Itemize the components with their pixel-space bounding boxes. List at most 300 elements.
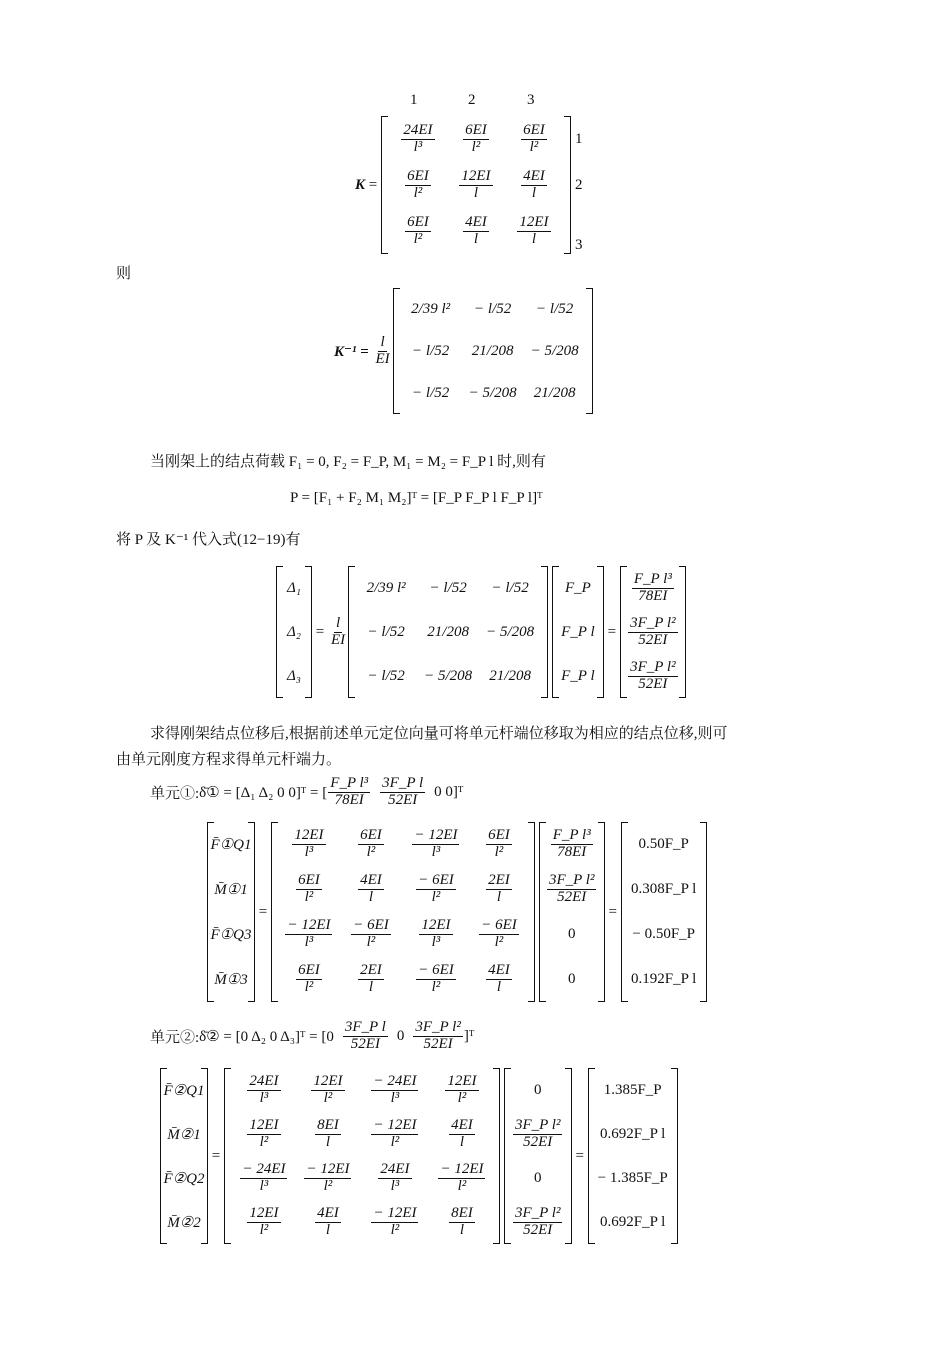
- delta-factor-den: EI: [330, 631, 346, 648]
- e2k-frac-0-3-den: l²: [457, 1089, 467, 1106]
- kmat-frac-2-0-num: 6EI: [407, 213, 429, 230]
- e1k-cell-2-2: [402, 912, 470, 957]
- pcol-cell-2: [559, 654, 597, 698]
- e2k-frac-0-2-den: l³: [390, 1089, 400, 1106]
- e2k-frac-3-2: [371, 1206, 418, 1239]
- e1k-frac-3-3-num: 4EI: [488, 962, 510, 979]
- elem1-dv2-den: 52EI: [388, 791, 418, 808]
- e1k-frac-2-0-num: − 12EI: [287, 917, 331, 934]
- elem2-force-vector: [160, 1068, 208, 1244]
- e1k-cell-0-1: [340, 822, 402, 867]
- e2k-frac-1-2-den: l²: [390, 1133, 400, 1150]
- e2k-frac-2-1-den: l²: [323, 1177, 333, 1194]
- kmat-cell-0-1: [448, 116, 504, 162]
- e2k-cell-1-2: [359, 1112, 431, 1156]
- col-header-2: 2: [468, 92, 476, 108]
- col-header-1: 1: [410, 92, 418, 108]
- e1k-cell-3-2: [402, 957, 470, 1002]
- e2k-cell-1-3: [431, 1112, 493, 1156]
- e1k-frac-2-1-den: l²: [366, 934, 376, 950]
- kmat-frac-0-2: [521, 123, 547, 156]
- e2k-frac-0-1: [311, 1074, 344, 1107]
- kinvmat-val-2-2: 21/208: [533, 384, 576, 401]
- kinv-factor-num: l: [380, 333, 385, 350]
- e1f-val-1: M̄①1: [214, 882, 248, 898]
- kinv-matrix: [393, 288, 593, 414]
- e1d-frac-1: [547, 873, 596, 906]
- e1d-frac-0-num: F_P l³: [552, 827, 591, 844]
- e2d-cell-1: [511, 1112, 565, 1156]
- e2k-frac-1-3-den: l: [459, 1133, 465, 1150]
- e1k-frac-2-2-den: l³: [431, 934, 441, 950]
- e1k-cell-2-1: [340, 912, 402, 957]
- kinvmat2-val-2-0: − l/52: [367, 667, 405, 684]
- elem2-dv1-den: 52EI: [350, 1035, 380, 1052]
- kmat-cell-2-2: [504, 208, 564, 254]
- kmat-frac-1-0-num: 6EI: [407, 167, 429, 184]
- e2k-frac-0-2-num: − 24EI: [373, 1072, 417, 1089]
- e2f-val-3: M̄②2: [167, 1214, 201, 1231]
- elem2-equation: F̄②Q1 M̄②1 F̄②Q2 M̄②2 = $\frac{24EI}{\text{l³}}$ $\frac{12EI}{\text{l²}}$ $\frac{- 24EI}{\text{l³}}$ $\frac{12EI}{\text{l²}}$ $\frac{12EI}{\text{l²}}$ $\frac{8EI}{l}$ $\frac{- 12EI}{\text{l²}}$ $\frac{4EI}{l}$ $\frac{- 24EI}{\text{l³}}$ $\frac{- 12EI}{\text{l²}}$ $\frac{24EI}{\text{l³}}$ $\frac{- 12EI}{\text{l²}}$ $\frac{12EI}{\text{l²}}$ $\frac{4EI}{l}$ $\frac{- 12EI}{\text{l²}}$ $\frac{8EI}{l}$ 0 $\frac{\text{3F\_P l²}}{52EI}$ 0 $\frac{\text{3F\_P l²}}{52EI}$ = 1.385F_P 0.692F_P l − 1.385F_P 0.692F_P l: [160, 1068, 678, 1244]
- e2k-frac-1-2-num: − 12EI: [373, 1116, 417, 1133]
- e2r-val-0: 1.385F_P: [603, 1081, 662, 1098]
- elem2-delta-mid: 0: [396, 1027, 405, 1044]
- delta-factor-num: l: [335, 614, 341, 631]
- e1k-frac-3-0: [296, 963, 322, 996]
- kmat-frac-1-1-num: 12EI: [461, 167, 491, 184]
- kinvmat-val-0-2: − l/52: [536, 300, 574, 317]
- e2k-frac-0-3: [445, 1074, 478, 1107]
- e1k-frac-0-0-den: l³: [304, 844, 314, 860]
- dres-frac-2-num: 3F_P l²: [630, 658, 676, 675]
- elem2-dv2-den: 52EI: [423, 1035, 453, 1052]
- delta-result: [620, 566, 686, 698]
- kinvmat2-val-2-2: 21/208: [489, 667, 531, 684]
- e1k-cell-0-3: [470, 822, 528, 867]
- kinvmat-val-2-1: − 5/208: [468, 384, 517, 401]
- e2k-frac-1-3: [449, 1118, 475, 1151]
- kinvmat2-cell-0-0: [355, 566, 417, 610]
- dvec-val-1: Δ₂: [286, 623, 302, 640]
- elem1-stiffness-matrix: [271, 822, 535, 1002]
- kmat-cell-0-2: [504, 116, 564, 162]
- elem1-dv1-den: 78EI: [334, 791, 364, 808]
- kinvmat2-val-1-2: − 5/208: [486, 623, 535, 640]
- e1k-frac-0-3: [486, 828, 512, 861]
- elem2-dv2-num: 3F_P l²: [415, 1019, 461, 1035]
- e2k-cell-0-1: [297, 1068, 359, 1112]
- kmat-frac-2-0-den: l²: [413, 230, 423, 247]
- kmat-frac-0-0: [401, 123, 434, 156]
- e2k-frac-2-0: [240, 1162, 287, 1195]
- e2k-frac-0-1-num: 12EI: [313, 1072, 343, 1089]
- kinvmat-val-1-1: 21/208: [471, 342, 514, 359]
- kinvmat-cell-2-0: [400, 372, 462, 414]
- e2k-frac-0-2: [371, 1074, 418, 1107]
- e2d-frac-3-den: 52EI: [523, 1221, 553, 1238]
- elem2-stiffness-matrix: [224, 1068, 500, 1244]
- kinv-prefix: K⁻¹ =: [334, 343, 369, 360]
- e1d-frac-0-den: 78EI: [557, 844, 587, 860]
- e1k-frac-3-0-den: l²: [304, 979, 314, 995]
- e1k-frac-3-0-num: 6EI: [298, 962, 320, 979]
- kmat-frac-1-0: [405, 169, 431, 202]
- kinvmat2-val-1-1: 21/208: [427, 623, 469, 640]
- kmat-cell-2-1: [448, 208, 504, 254]
- e2k-frac-1-1-den: l: [325, 1133, 331, 1150]
- e1k-cell-1-2: [402, 867, 470, 912]
- dvec-val-2: Δ₃: [286, 667, 302, 684]
- e2k-frac-0-3-num: 12EI: [447, 1072, 477, 1089]
- e2d-cell-2: [511, 1156, 565, 1200]
- e2k-cell-1-0: [231, 1112, 297, 1156]
- e1f-val-2: F̄①Q3: [210, 927, 252, 943]
- kinvmat2-val-2-1: − 5/208: [424, 667, 473, 684]
- kinvmat-val-2-0: − l/52: [412, 384, 450, 401]
- elem1-dv2-num: 3F_P l: [382, 775, 424, 791]
- e1k-frac-1-1: [358, 873, 384, 906]
- e1d-frac-0: [551, 828, 593, 861]
- e1k-frac-1-2: [416, 873, 456, 906]
- e1r-cell-0: [628, 822, 700, 867]
- e1k-frac-1-1-den: l: [368, 889, 374, 905]
- kinvmat-cell-2-2: [524, 372, 586, 414]
- kmat-frac-0-0-den: l³: [413, 138, 423, 155]
- kmat-frac-1-1: [459, 169, 492, 202]
- elem2-label: 单元②:: [150, 1029, 200, 1046]
- e1k-cell-0-2: [402, 822, 470, 867]
- e1r-val-3: 0.192F_P l: [631, 971, 697, 987]
- pcol-val-0: F_P: [564, 579, 591, 596]
- kmat-frac-0-1-num: 6EI: [465, 121, 487, 138]
- e1k-frac-0-2: [412, 828, 459, 861]
- kinvmat2-cell-0-1: [417, 566, 479, 610]
- e1k-frac-2-2-num: 12EI: [421, 917, 451, 934]
- delta-vector: [276, 566, 312, 698]
- e1d-cell-3: [546, 957, 598, 1002]
- kinvmat-val-1-2: − 5/208: [530, 342, 579, 359]
- e2r-val-1: 0.692F_P l: [600, 1125, 666, 1142]
- e2k-frac-2-0-den: l³: [259, 1177, 269, 1194]
- k-equation: K = $\frac{24EI}{\text{l³}}$ $\frac{6EI}{\text{l²}}$ $\frac{6EI}{\text{l²}}$ $\frac{6EI}{\text{l²}}$ $\frac{12EI}{l}$ $\frac{4EI}{l}$ $\frac{6EI}{\text{l²}}$ $\frac{4EI}{l}$ $\frac{12EI}{l}$ 1 2 3: [355, 116, 582, 254]
- kinvmat2-cell-1-0: [355, 610, 417, 654]
- e2r-cell-2: [595, 1156, 671, 1200]
- e1r-val-1: 0.308F_P l: [631, 881, 697, 897]
- e1k-frac-1-0: [296, 873, 322, 906]
- e2d-val-2: 0: [533, 1169, 542, 1186]
- dvec-cell-1: [283, 610, 305, 654]
- dres-frac-0-den: 78EI: [638, 587, 668, 604]
- e1k-frac-1-2-num: − 6EI: [418, 872, 454, 889]
- e1f-cell-0: [210, 822, 252, 867]
- kinvmat2-cell-1-1: [417, 610, 479, 654]
- e2k-cell-0-0: [231, 1068, 297, 1112]
- e1d-frac-1-num: 3F_P l²: [548, 872, 595, 889]
- e2k-frac-1-3-num: 4EI: [451, 1116, 473, 1133]
- row-label-1: 1: [574, 130, 583, 147]
- e2k-cell-2-0: [231, 1156, 297, 1200]
- e1f-cell-3: [214, 957, 248, 1002]
- delta-factor: [329, 616, 347, 649]
- kmat-frac-1-2-num: 4EI: [523, 167, 545, 184]
- e2k-frac-3-3-num: 8EI: [451, 1204, 473, 1221]
- elem1-delta-tail: 0 0]ᵀ: [434, 783, 464, 800]
- e2k-cell-3-0: [231, 1200, 297, 1244]
- kmat-cell-1-1: [448, 162, 504, 208]
- e1k-frac-1-3-den: l: [496, 889, 502, 905]
- e2k-frac-1-1: [315, 1118, 341, 1151]
- e2k-frac-2-1: [304, 1162, 351, 1195]
- e1k-frac-2-1: [351, 918, 391, 951]
- e2r-val-3: 0.692F_P l: [600, 1213, 666, 1230]
- e2f-val-2: F̄②Q2: [163, 1170, 205, 1187]
- e1d-cell-0: [546, 822, 598, 867]
- pcol-cell-1: [559, 610, 597, 654]
- e2k-frac-1-0-num: 12EI: [249, 1116, 279, 1133]
- elem1-force-vector: [207, 822, 255, 1002]
- e1k-cell-3-0: [278, 957, 340, 1002]
- e2k-frac-3-1-den: l: [325, 1221, 331, 1238]
- e1k-frac-2-2: [419, 918, 452, 951]
- e1k-frac-3-2: [416, 963, 456, 996]
- elem2-delta-val-2: [413, 1020, 462, 1053]
- e2k-frac-3-1: [315, 1206, 341, 1239]
- e1k-frac-1-3-num: 2EI: [488, 872, 510, 889]
- e1k-frac-2-3: [479, 918, 519, 951]
- elem1-delta-val-1: [328, 776, 370, 809]
- k-symbol: K: [355, 176, 366, 193]
- dres-cell-0: [627, 566, 679, 610]
- e1k-cell-3-1: [340, 957, 402, 1002]
- e2k-frac-0-0: [247, 1074, 280, 1107]
- e1k-frac-2-3-den: l²: [494, 934, 504, 950]
- p-column: [552, 566, 604, 698]
- e1k-frac-0-0-num: 12EI: [294, 827, 324, 844]
- dvec-val-0: Δ₁: [286, 579, 302, 596]
- e2k-frac-2-0-num: − 24EI: [242, 1160, 286, 1177]
- kmat-frac-0-1-den: l²: [471, 138, 481, 155]
- dres-frac-1: [628, 616, 677, 649]
- e2k-frac-3-2-num: − 12EI: [373, 1204, 417, 1221]
- e2k-frac-1-0: [247, 1118, 280, 1151]
- kmat-frac-0-2-den: l²: [529, 138, 539, 155]
- elem1-delta: δ̄① = [Δ₁ Δ₂ 0 0]ᵀ = [: [199, 784, 328, 801]
- e2d-val-0: 0: [533, 1081, 542, 1098]
- e1r-val-0: 0.50F_P: [638, 836, 689, 852]
- kinvmat-val-0-1: − l/52: [474, 300, 512, 317]
- e1k-frac-3-2-den: l²: [431, 979, 441, 995]
- e1k-cell-1-0: [278, 867, 340, 912]
- kinvmat2-cell-1-2: [479, 610, 541, 654]
- e2k-frac-1-1-num: 8EI: [317, 1116, 339, 1133]
- e1k-frac-0-3-den: l²: [494, 844, 504, 860]
- kinvmat-cell-1-2: [524, 330, 586, 372]
- kinvmat2-val-1-0: − l/52: [367, 623, 405, 640]
- k-row-labels: [575, 116, 583, 254]
- e2r-val-2: − 1.385F_P: [597, 1169, 668, 1186]
- e2k-frac-3-0: [247, 1206, 280, 1239]
- col-header-3: 3: [527, 92, 535, 108]
- e2k-frac-0-1-den: l²: [323, 1089, 333, 1106]
- e2k-frac-3-0-num: 12EI: [249, 1204, 279, 1221]
- e2d-cell-3: [511, 1200, 565, 1244]
- kmat-frac-1-1-den: l: [473, 184, 479, 201]
- e2k-frac-0-0-den: l³: [259, 1089, 269, 1106]
- kinvmat-cell-0-0: [400, 288, 462, 330]
- e2k-cell-2-2: [359, 1156, 431, 1200]
- dres-frac-0-num: F_P l³: [633, 570, 672, 587]
- e1k-frac-1-3: [486, 873, 512, 906]
- e1k-cell-1-1: [340, 867, 402, 912]
- e1d-cell-2: [546, 912, 598, 957]
- e2f-cell-3: [167, 1200, 201, 1244]
- dres-cell-1: [627, 610, 679, 654]
- e2f-cell-0: [163, 1068, 205, 1112]
- kinvmat2-val-0-1: − l/52: [429, 579, 467, 596]
- e2f-cell-2: [163, 1156, 205, 1200]
- e2d-frac-3: [513, 1206, 562, 1239]
- e2k-cell-3-2: [359, 1200, 431, 1244]
- e2f-cell-1: [167, 1112, 201, 1156]
- e1k-frac-3-3-den: l: [496, 979, 502, 995]
- e2d-frac-1-num: 3F_P l²: [514, 1116, 561, 1133]
- e1k-frac-0-1: [358, 828, 384, 861]
- e2d-frac-3-num: 3F_P l²: [514, 1204, 561, 1221]
- dvec-cell-0: [283, 566, 305, 610]
- dres-cell-2: [627, 654, 679, 698]
- e2k-frac-0-0-num: 24EI: [249, 1072, 279, 1089]
- kmat-cell-0-0: [388, 116, 448, 162]
- e2k-cell-2-1: [297, 1156, 359, 1200]
- e1k-frac-3-3: [486, 963, 512, 996]
- kmat-frac-0-0-num: 24EI: [403, 121, 433, 138]
- k-matrix: [381, 116, 571, 254]
- elem1-dv1-num: F_P l³: [330, 775, 369, 791]
- row-label-2: 2: [574, 176, 583, 193]
- dvec-cell-2: [283, 654, 305, 698]
- e2f-val-0: F̄②Q1: [163, 1082, 205, 1099]
- e2f-val-1: M̄②1: [167, 1126, 201, 1143]
- e2k-cell-3-1: [297, 1200, 359, 1244]
- e1k-frac-3-1-num: 2EI: [360, 962, 382, 979]
- elem1-result: [621, 822, 707, 1002]
- e1k-cell-0-0: [278, 822, 340, 867]
- e2k-frac-3-1-num: 4EI: [317, 1204, 339, 1221]
- kmat-frac-2-1-den: l: [473, 230, 479, 247]
- elem1-displacement: [539, 822, 605, 1002]
- e1k-frac-2-3-num: − 6EI: [481, 917, 517, 934]
- kmat-frac-2-1: [463, 215, 489, 248]
- e2k-frac-1-0-den: l²: [259, 1133, 269, 1150]
- e1k-frac-0-0: [292, 828, 325, 861]
- e2d-frac-1: [513, 1118, 562, 1151]
- elem2-dv1-num: 3F_P l: [344, 1019, 386, 1035]
- e1d-cell-1: [546, 867, 598, 912]
- elem2-delta-val-1: [343, 1020, 388, 1053]
- row-label-3: 3: [574, 237, 583, 253]
- kinvmat-cell-0-2: [524, 288, 586, 330]
- e1k-frac-0-2-num: − 12EI: [414, 827, 458, 844]
- e2r-cell-0: [595, 1068, 671, 1112]
- e1k-cell-3-3: [470, 957, 528, 1002]
- kmat-frac-0-1: [463, 123, 489, 156]
- e2d-cell-0: [511, 1068, 565, 1112]
- e2k-frac-3-3-den: l: [459, 1221, 465, 1238]
- e1k-frac-1-0-den: l²: [304, 889, 314, 905]
- e2k-frac-1-2: [371, 1118, 418, 1151]
- pcol-val-1: F_P l: [561, 623, 595, 640]
- e1k-cell-1-3: [470, 867, 528, 912]
- kinvmat-cell-2-1: [462, 372, 524, 414]
- kinvmat-cell-1-0: [400, 330, 462, 372]
- e1k-frac-0-2-den: l³: [431, 844, 441, 860]
- elem1-label: 单元①:: [150, 785, 200, 802]
- e2k-frac-2-3-den: l²: [457, 1177, 467, 1194]
- e1k-cell-2-3: [470, 912, 528, 957]
- kinv-matrix-2: [348, 566, 548, 698]
- kinvmat2-val-0-0: 2/39 l²: [366, 579, 406, 596]
- e2k-frac-3-2-den: l²: [390, 1221, 400, 1238]
- elem2-displacement: [504, 1068, 572, 1244]
- elem2-delta-line: [150, 1020, 474, 1053]
- e2k-cell-1-1: [297, 1112, 359, 1156]
- e1k-frac-2-0: [285, 918, 332, 951]
- e2r-cell-1: [595, 1112, 671, 1156]
- kmat-frac-2-1-num: 4EI: [465, 213, 487, 230]
- e1f-cell-1: [214, 867, 248, 912]
- kmat-frac-1-2-den: l: [531, 184, 537, 201]
- e1d-val-2: 0: [567, 926, 576, 942]
- e1d-val-3: 0: [567, 971, 576, 987]
- substitute-sentence: 将 P 及 K⁻¹ 代入式(12−19)有: [116, 532, 301, 548]
- e2k-frac-2-2-den: l³: [390, 1177, 400, 1194]
- dres-frac-0: [632, 572, 674, 605]
- e2k-cell-3-3: [431, 1200, 493, 1244]
- kinv-equation: [334, 288, 593, 414]
- e1k-frac-3-1: [358, 963, 384, 996]
- dres-frac-1-den: 52EI: [638, 631, 668, 648]
- kinvmat2-cell-0-2: [479, 566, 541, 610]
- e2k-frac-2-2: [378, 1162, 411, 1195]
- e1k-frac-0-1-den: l²: [366, 844, 376, 860]
- kinvmat-cell-1-1: [462, 330, 524, 372]
- p-vector: P = [F₁ + F₂ M₁ M₂]ᵀ = [F_P F_P l F_P l]ᵀ: [290, 490, 543, 506]
- kinvmat-val-1-0: − l/52: [412, 342, 450, 359]
- e2k-frac-2-2-num: 24EI: [380, 1160, 410, 1177]
- e2k-cell-0-3: [431, 1068, 493, 1112]
- e2k-cell-0-2: [359, 1068, 431, 1112]
- para-line-1: 求得刚架结点位移后,根据前述单元定位向量可将单元杆端位移取为相应的结点位移,则可: [150, 726, 728, 742]
- kmat-cell-1-0: [388, 162, 448, 208]
- kinvmat2-val-0-2: − l/52: [491, 579, 529, 596]
- e1r-cell-3: [628, 957, 700, 1002]
- e2r-cell-3: [595, 1200, 671, 1244]
- e1f-val-0: F̄①Q1: [210, 837, 252, 853]
- e2k-frac-2-1-num: − 12EI: [306, 1160, 350, 1177]
- load-sentence: 当刚架上的结点荷载 F₁ = 0, F₂ = F_P, M₁ = M₂ = F_P l 时,则有: [150, 454, 546, 470]
- kmat-cell-2-0: [388, 208, 448, 254]
- kmat-frac-2-2-den: l: [531, 230, 537, 247]
- e1k-frac-3-1-den: l: [368, 979, 374, 995]
- e1k-frac-1-0-num: 6EI: [298, 872, 320, 889]
- elem2-delta: δ̄② = [0 Δ₂ 0 Δ₃]ᵀ = [0: [199, 1028, 334, 1045]
- e1k-frac-3-2-num: − 6EI: [418, 962, 454, 979]
- e2k-frac-2-3-num: − 12EI: [440, 1160, 484, 1177]
- kinv-factor: [373, 335, 391, 368]
- elem1-equation: F̄①Q1 M̄①1 F̄①Q3 M̄①3 = $\frac{12EI}{\text{l³}}$ $\frac{6EI}{\text{l²}}$ $\frac{- 12EI}{\text{l³}}$ $\frac{6EI}{\text{l²}}$ $\frac{6EI}{\text{l²}}$ $\frac{4EI}{l}$ $\frac{- 6EI}{\text{l²}}$ $\frac{2EI}{l}$ $\frac{- 12EI}{\text{l³}}$ $\frac{- 6EI}{\text{l²}}$ $\frac{12EI}{\text{l³}}$ $\frac{- 6EI}{\text{l²}}$ $\frac{6EI}{\text{l²}}$ $\frac{2EI}{l}$ $\frac{- 6EI}{\text{l²}}$ $\frac{4EI}{l}$ $\frac{\text{F\_P l³}}{78EI}$ $\frac{\text{3F\_P l²}}{52EI}$ 0 0 = 0.50F_P 0.308F_P l − 0.50F_P 0.192F_P l: [207, 822, 707, 1002]
- e2k-cell-2-3: [431, 1156, 493, 1200]
- e2k-frac-3-0-den: l²: [259, 1221, 269, 1238]
